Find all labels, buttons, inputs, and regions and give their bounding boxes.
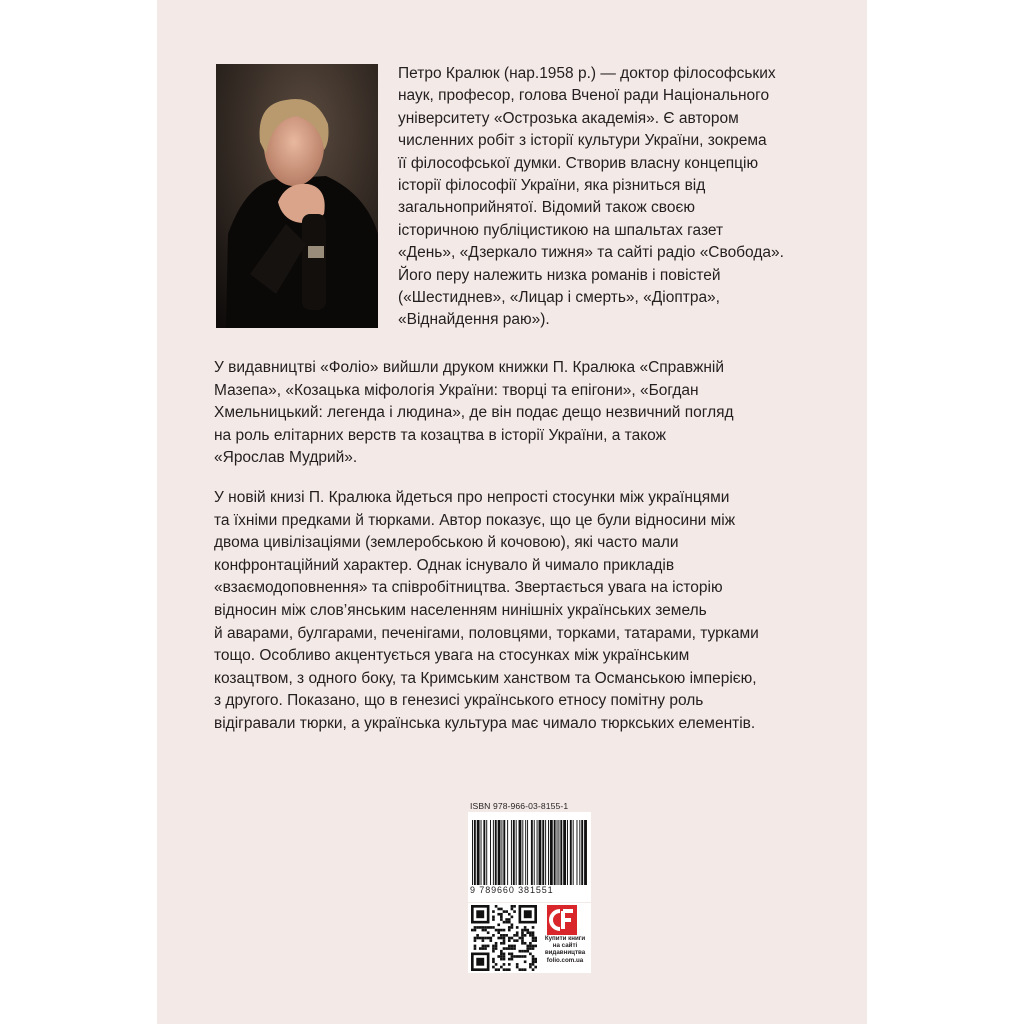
author-portrait-image bbox=[216, 64, 378, 328]
paragraph-line: з другого. Показано, що в генезисі українського етносу помітну роль bbox=[214, 692, 704, 710]
buy-online-caption bbox=[539, 935, 591, 964]
paragraph-line: Хмельницький: легенда і людина», де він подає дещо незвичний погляд bbox=[214, 404, 734, 422]
bio-line: наук, професор, голова Вченої ради Національного bbox=[398, 87, 770, 105]
bio-line: «День», «Дзеркало тижня» та сайті радіо «Свобода». bbox=[398, 244, 784, 262]
folio-logo bbox=[547, 905, 577, 935]
paragraph-line: У видавництві «Фоліо» вийшли друком книжки П. Кралюка «Справжній bbox=[214, 359, 725, 376]
bio-line: історії філософії України, яка різниться від bbox=[398, 177, 706, 195]
buy-website-link[interactable]: folio.com.ua bbox=[546, 956, 584, 964]
paragraph-line: конфронтаційний характер. Однак існувало й чимало прикладів bbox=[214, 556, 675, 574]
paragraph-line: відносин між слов’янським населенням нинішніх українських земель bbox=[214, 601, 707, 619]
paragraph-line: «взаємодоповнення» та співробітництва. Звертається увага на історію bbox=[214, 579, 723, 597]
bio-line: Його перу належить низка романів і повістей bbox=[398, 266, 721, 284]
paragraph-line: на роль елітарних верств та козацтва в історії України, а також bbox=[214, 426, 666, 444]
barcode-digits: 9 789660 381551 bbox=[470, 885, 591, 895]
bio-line: численних робіт з історії культури України, зокрема bbox=[398, 132, 767, 150]
paragraph-line: тощо. Особливо акцентується увага на стосунках між українським bbox=[214, 647, 690, 665]
paragraph-line: двома цивілізаціями (землеробською й кочовою), які часто мали bbox=[214, 534, 679, 552]
publisher-books-paragraph bbox=[214, 357, 826, 470]
buy-line: Купити книги bbox=[544, 935, 586, 942]
bio-line: Петро Кралюк (нар.1958 р.) — доктор філософських bbox=[398, 65, 776, 82]
author-biography bbox=[398, 63, 828, 332]
paragraph-line: відігравали тюрки, а українська культура має чимало тюркських елементів. bbox=[214, 714, 756, 732]
paragraph-line: й аварами, булгарами, печенігами, половцями, торками, татарами, турками bbox=[214, 624, 759, 642]
paragraph-line: Мазепа», «Козацька міфологія України: творці та епігони», «Богдан bbox=[214, 381, 699, 399]
bio-line: університету «Острозька академія». Є автором bbox=[398, 109, 739, 127]
bio-line: («Шестиднев», «Лицар і смерть», «Діоптра», bbox=[398, 289, 720, 307]
paragraph-line: козацтвом, з одного боку, та Кримським ханством та Османською імперією, bbox=[214, 669, 757, 687]
paragraph-line: та їхніми предками й тюрками. Автор показує, що це були відносини між bbox=[214, 511, 736, 529]
folio-logo-icon bbox=[547, 905, 577, 935]
bio-line: історичною публіцистикою на шпальтах газет bbox=[398, 221, 724, 239]
buy-line: на сайті bbox=[552, 942, 578, 950]
bio-line: загальноприйнятої. Відомий також своєю bbox=[398, 199, 696, 217]
bio-line: «Віднайдення раю»). bbox=[398, 311, 550, 329]
book-description-paragraph bbox=[214, 487, 826, 736]
bio-line: її філософської думки. Створив власну концепцію bbox=[398, 154, 759, 172]
buy-line: видавництва bbox=[544, 949, 586, 957]
paragraph-line: У новій книзі П. Кралюка йдеться про непрості стосунки між українцями bbox=[214, 489, 730, 506]
isbn-number: ISBN 978-966-03-8155-1 bbox=[470, 801, 569, 811]
qr-code-icon[interactable] bbox=[471, 905, 537, 971]
paragraph-line: «Ярослав Мудрий». bbox=[214, 449, 358, 467]
author-photo bbox=[216, 64, 378, 328]
